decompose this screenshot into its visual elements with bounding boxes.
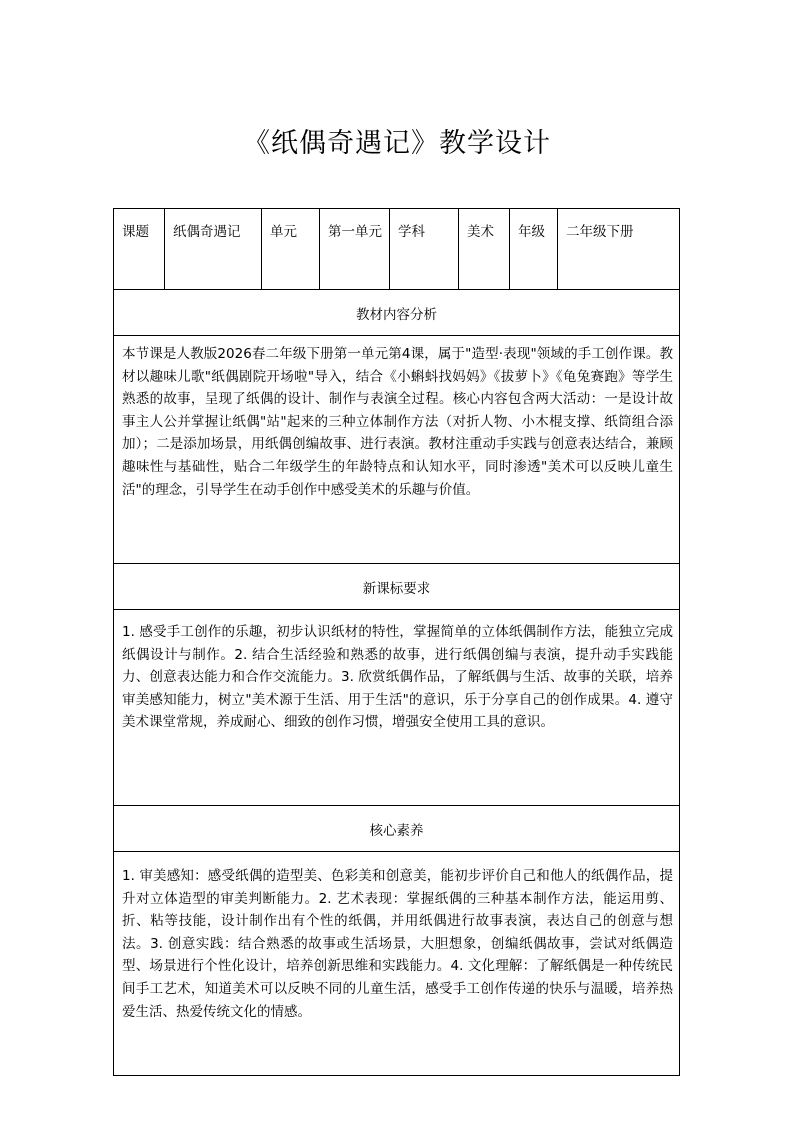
lesson-plan-table <box>113 208 680 1076</box>
section-body-row <box>114 852 680 1076</box>
section-body-literacy: 1. 审美感知：感受纸偶的造型美、色彩美和创意美，能初步评价自己和他人的纸偶作品，提升对立体造型的审美判断能力。2. 艺术表现：掌握纸偶的三种基本制作方法，能运用剪、折、粘等技能，设计制作出有个性的纸偶，并用纸偶进行故事表演，表达自己的创意与想法。3. 创意实践：结合熟悉的故事或生活场景，大胆想象，创编纸偶故事，尝试对纸偶造型、场景进行个性化设计，培养创新思维和实践能力。4. 文化理解：了解纸偶是一种传统民间手工艺术，知道美术可以反映不同的儿童生活，感受手工创作传递的快乐与温暖，培养热爱生活、热爱传统文化的情感。 <box>114 852 680 1076</box>
grade-value: 二年级下册 <box>558 209 680 290</box>
course-label: 课题 <box>114 209 165 290</box>
section-heading-row <box>114 290 680 336</box>
section-body-analysis: 本节课是人教版2026春二年级下册第一单元第4课，属于"造型·表现"领域的手工创作课。教材以趣味儿歌"纸偶剧院开场啦"导入，结合《小蝌蚪找妈妈》《拔萝卜》《龟兔赛跑》等学生熟悉的故事，呈现了纸偶的设计、制作与表演全过程。核心内容包含两大活动：一是设计故事主人公并掌握让纸偶"站"起来的三种立体制作方法（对折人物、小木棍支撑、纸筒组合添加）；二是添加场景，用纸偶创编故事、进行表演。教材注重动手实践与创意表达结合，兼顾趣味性与基础性，贴合二年级学生的年龄特点和认知水平，同时渗透"美术可以反映儿童生活"的理念，引导学生在动手创作中感受美术的乐趣与价值。 <box>114 336 680 564</box>
subject-label: 学科 <box>390 209 459 290</box>
section-body-row <box>114 610 680 806</box>
section-heading-standards: 新课标要求 <box>114 564 680 610</box>
section-heading-literacy: 核心素养 <box>114 806 680 852</box>
section-body-row <box>114 336 680 564</box>
section-body-standards: 1. 感受手工创作的乐趣，初步认识纸材的特性，掌握简单的立体纸偶制作方法，能独立完成纸偶设计与制作。2. 结合生活经验和熟悉的故事，进行纸偶创编与表演，提升动手实践能力、创意表达能力和合作交流能力。3. 欣赏纸偶作品，了解纸偶与生活、故事的关联，培养审美感知能力，树立"美术源于生活、用于生活"的意识，乐于分享自己的创作成果。4. 遵守美术课堂常规，养成耐心、细致的创作习惯，增强安全使用工具的意识。 <box>114 610 680 806</box>
section-heading-analysis: 教材内容分析 <box>114 290 680 336</box>
info-row <box>114 209 680 290</box>
course-value: 纸偶奇遇记 <box>165 209 262 290</box>
unit-value: 第一单元 <box>320 209 390 290</box>
section-heading-row <box>114 564 680 610</box>
grade-label: 年级 <box>510 209 558 290</box>
section-heading-row <box>114 806 680 852</box>
document-title: 《纸偶奇遇记》教学设计 <box>243 128 551 159</box>
unit-label: 单元 <box>262 209 320 290</box>
subject-value: 美术 <box>459 209 510 290</box>
